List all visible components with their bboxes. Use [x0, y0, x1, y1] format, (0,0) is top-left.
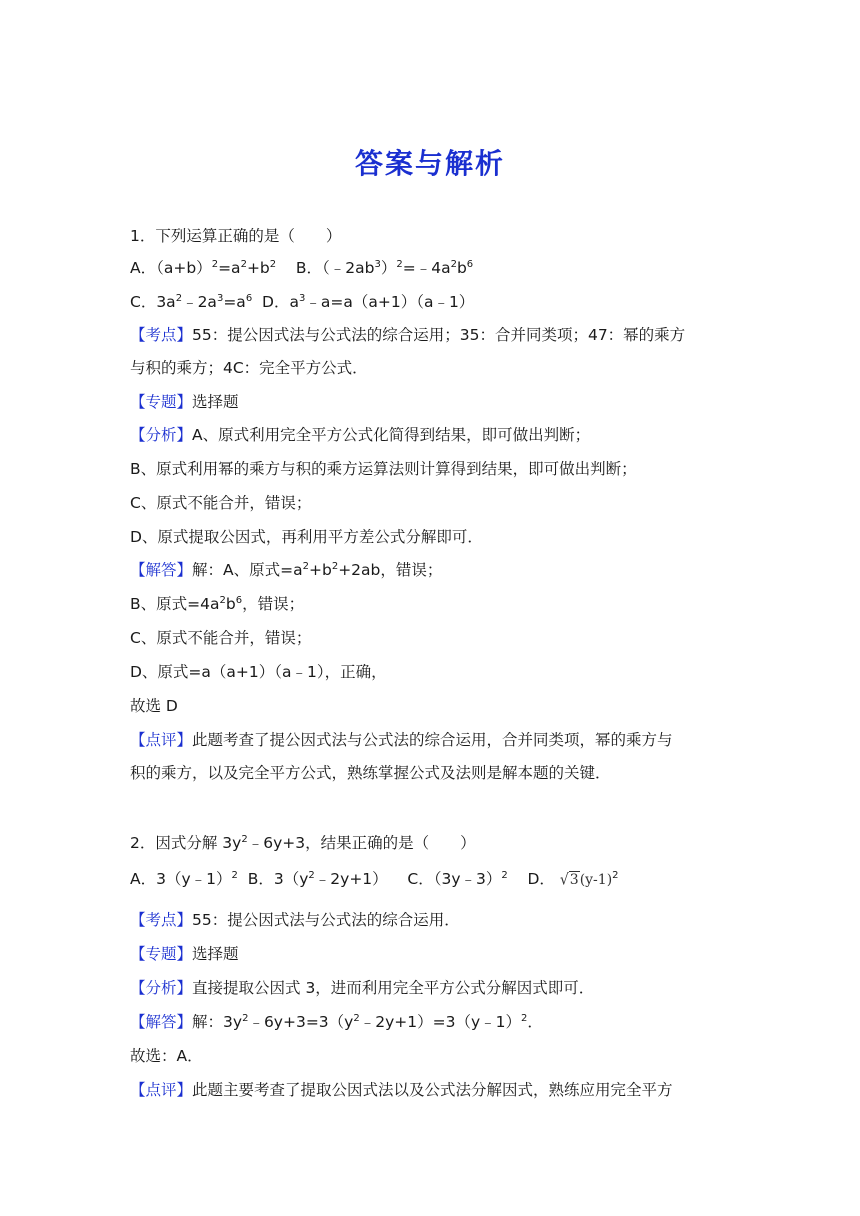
zhuanti-tag: 【专题】 [130, 393, 193, 411]
q2-zhuanti: 【专题】选择题 [130, 945, 239, 963]
q2-fenxi: 【分析】直接提取公因式 3，进而利用完全平方公式分解因式即可． [130, 979, 595, 997]
sqrt-expression: √3 [559, 871, 579, 889]
q2-options: A．3（y﹣1）$^2$ B．$3(y^2﹣2y+1)$ C．（3y﹣3）$^2$ D． $√3(y-1)^2$ [130, 870, 619, 889]
jieda-tag: 【解答】 [130, 561, 193, 579]
q1-dianping: 【点评】此题考查了提公因式法与公式法的综合运用，合并同类项，幂的乘方与 [130, 731, 673, 749]
q1-fenxi-c: C、原式不能合并，错误； [130, 494, 312, 512]
q1-jieda-d: D、原式=a（a+1）（a﹣1），正确， [130, 663, 387, 681]
q2-kaodian: 【考点】55：提公因式法与公式法的综合运用． [130, 911, 460, 929]
q1-jieda-c: C、原式不能合并，错误； [130, 629, 312, 647]
q1-fenxi: 【分析】A、原式利用完全平方公式化简得到结果，即可做出判断； [130, 426, 591, 444]
q1-jieda-b: B、原式$=4a^2b^6$，错误； [130, 595, 305, 613]
q1-dianping-cont: 积的乘方，以及完全平方公式，熟练掌握公式及法则是解本题的关键． [130, 764, 611, 782]
q1-fenxi-d: D、原式提取公因式，再利用平方差公式分解即可． [130, 528, 483, 546]
q1-kaodian-cont: 与积的乘方；4C：完全平方公式． [130, 359, 368, 377]
q2-jieda: 【解答】解：$3y^2﹣6y+3=3(y^2﹣2y+1)=3(y﹣1)^2$． [130, 1013, 543, 1031]
page-title: 答案与解析 [354, 147, 505, 180]
q1-stem: 1．下列运算正确的是（ ） [130, 227, 342, 245]
q1-fenxi-b: B、原式利用幂的乘方与积的乘方运算法则计算得到结果，即可做出判断； [130, 460, 637, 478]
fenxi-tag: 【分析】 [130, 426, 193, 444]
q1-zhuanti: 【专题】选择题 [130, 393, 239, 411]
dianping-tag: 【点评】 [130, 731, 193, 749]
q2-dianping: 【点评】此题主要考查了提取公因式法以及公式法分解因式，熟练应用完全平方 [130, 1081, 673, 1099]
kaodian-tag: 【考点】 [130, 326, 193, 344]
q1-choice: 故选 D [130, 697, 178, 715]
q1-kaodian: 【考点】55：提公因式法与公式法的综合运用；35：合并同类项；47：幂的乘方 [130, 326, 686, 344]
q1-options-cd: C．$3a^2﹣2a^3=a^6$ D．$a^3﹣a=a(a+1)(a﹣1)$ [130, 293, 475, 311]
q2-stem: 2．因式分解 $3y^2﹣6y+3$，结果正确的是（ ） [130, 834, 476, 852]
q2-choice: 故选：A． [130, 1047, 203, 1065]
q1-jieda: 【解答】解：A、原式$=a^2+b^2+2ab$，错误； [130, 561, 443, 579]
q1-options-ab: A．$(a+b)^2=a^2+b^2$ B．$(﹣2ab^3)^2=﹣4a^2b^6$ [130, 259, 474, 277]
